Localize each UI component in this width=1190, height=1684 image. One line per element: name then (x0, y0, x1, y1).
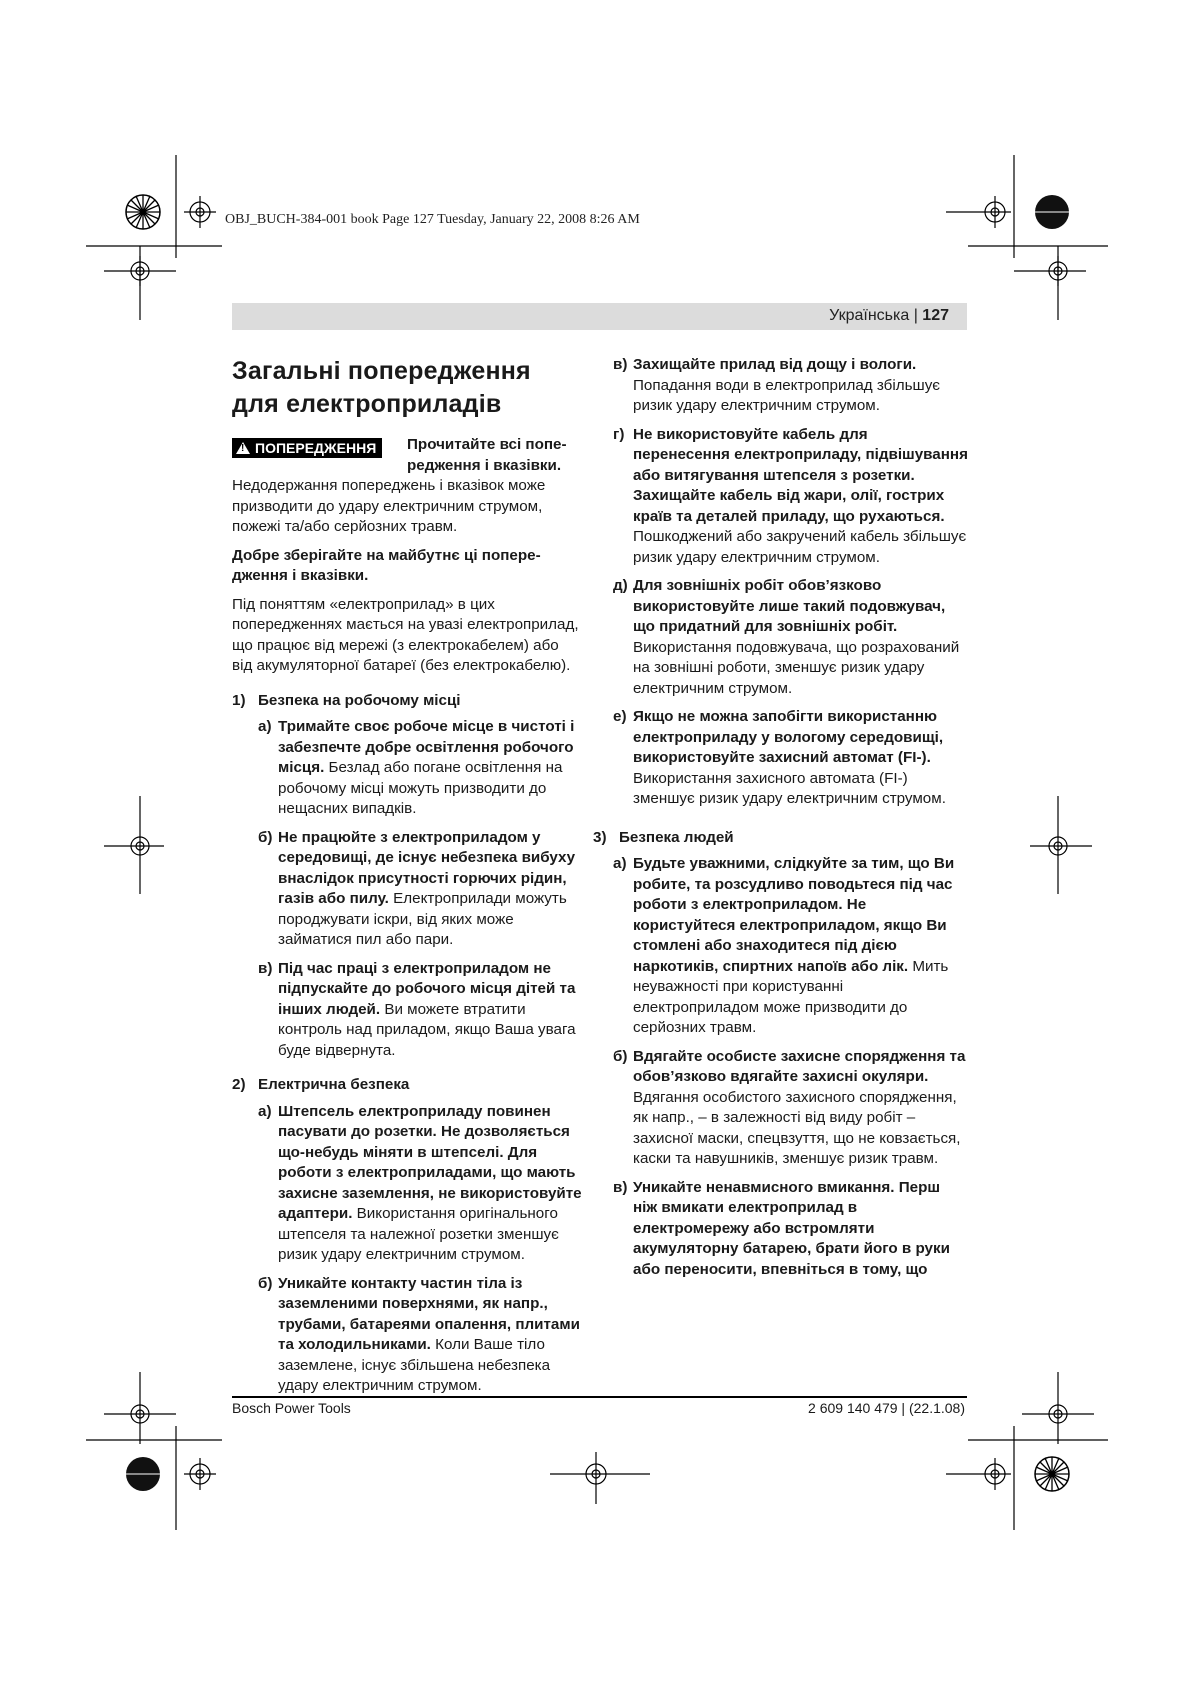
item-bold: Будьте уважними, слідкуйте за тим, що Ви робите, та розсудливо поводьтеся під час роботи з електроприладом. Не користуйтеся електроприладом, якщо Ви стомлені або знаходитеся під дією наркотиків, спиртних напоїв або лік. (633, 855, 955, 975)
section-number: 3) (593, 828, 607, 846)
item-label: е) (613, 708, 627, 725)
list-item (232, 828, 582, 951)
page-header (829, 307, 949, 325)
definition-text: Під поняттям «електроприлад» в цих попередженнях мається на увазі електроприлад, що працює від мережі (з електрокабелем) або від акумуляторної батареї (без електрокабелю). (232, 595, 579, 674)
list-item (613, 355, 968, 417)
list-item (613, 1047, 968, 1170)
warning-triangle-icon: ! (236, 442, 250, 454)
item-text: Використання захисного автомата (FI-) зменшує ризик удару електричним струмом. (633, 769, 946, 807)
item-text: Використання подовжувача, що розрахований на зовнішні роботи, зменшує ризик удару електричним струмом. (633, 638, 960, 697)
footer-brand: Bosch Power Tools (232, 1400, 351, 1416)
list-item (232, 717, 582, 820)
item-text: Попадання води в електроприлад збільшує ризик удару електричним струмом. (633, 376, 941, 414)
item-label: д) (613, 577, 628, 594)
item-text: Ви можете втратити контроль над приладом, якщо Ваша увага буде відвернута. (278, 1000, 576, 1059)
list-item (613, 707, 968, 810)
item-label: в) (258, 959, 273, 977)
section-title (593, 828, 968, 849)
item-label: б) (258, 828, 273, 846)
keep-note: Добре зберігайте на майбутнє ці попере-дження і вказівки. (232, 546, 541, 584)
section-title-text: Безпека на робочому місці (258, 691, 461, 709)
item-label: б) (613, 1047, 628, 1065)
item-label: а) (258, 718, 272, 735)
warning-badge (232, 438, 382, 458)
item-label: б) (258, 1274, 273, 1292)
list-item (232, 959, 582, 1062)
footer-rule (232, 1396, 967, 1398)
list-item (232, 1274, 582, 1397)
item-label: а) (258, 1102, 272, 1120)
left-column (232, 355, 582, 1405)
item-bold: Якщо не можна запобігти використанню електроприладу у вологому середовищі, використовуйте захисний автомат (FI-). (633, 708, 944, 766)
section-3 (593, 828, 968, 1281)
section-title (232, 691, 582, 712)
warning-badge-label: ПОПЕРЕДЖЕННЯ (255, 440, 377, 456)
item-bold: Не працюйте з електроприладом у середовищі, де існує небезпека вибуху внаслідок присутності горючих рідин, газів або пилу. (278, 828, 576, 907)
item-label: в) (613, 356, 628, 373)
section-1 (232, 691, 582, 1062)
warning-text: Недодержання попереджень і вказівок може призводити до удару електричним струмом, пожежі та/або серйозних травм. (232, 477, 546, 535)
item-bold: Штепсель електроприладу повинен пасувати до розетки. Не дозволяється що-небудь міняти в штепселі. Для роботи з електроприладами, що мають захисне заземлення, не використовуйте адаптери. (278, 1102, 582, 1222)
section-title-text: Безпека людей (619, 828, 734, 846)
list-item (232, 1102, 582, 1266)
item-bold: Тримайте своє робоче місце в чистоті і забезпечте добре освітлення робочого місця. (278, 718, 575, 776)
item-bold: Під час праці з електроприладом не підпускайте до робочого місця дітей та інших людей. (278, 959, 576, 1018)
warning-bold-text: Прочитайте всі попе-редження і вказівки. (407, 436, 567, 474)
item-text: Коли Ваше тіло заземлене, існує збільшена небезпека удару електричним струмом. (278, 1336, 551, 1394)
item-text: Безлад або погане освітлення на робочому місці можуть призводити до нещасних випадків. (278, 759, 563, 817)
item-label: в) (613, 1178, 628, 1196)
item-text: Електроприлади можуть породжувати іскри, від яких може займатися пил або пари. (278, 890, 567, 948)
item-bold: Захищайте прилад від дощу і вологи. (633, 356, 917, 373)
item-label: г) (613, 425, 625, 443)
list-item (613, 854, 968, 1039)
section-2 (232, 1075, 582, 1397)
section-number: 1) (232, 691, 246, 709)
item-bold: Для зовнішніх робіт обов’язково використовуйте лише такий подовжувач, що придатний для зовнішніх робіт. (633, 577, 946, 635)
item-bold: Не використовуйте кабель для перенесення електроприладу, підвішування або витягування штепселя з розетки. Захищайте кабель від жари, олії, гострих країв та деталей приладу, що рухаються. (633, 425, 968, 525)
item-bold: Вдягайте особисте захисне спорядження та обов’язково вдягайте захисні окуляри. (633, 1047, 966, 1085)
section-title (232, 1075, 582, 1096)
item-text: Мить неуважності при користуванні електроприладом може призводити до серйозних травм. (633, 957, 949, 1036)
list-item (613, 1178, 968, 1281)
item-text: Пошкоджений або закручений кабель збільшує ризик удару електричним струмом. (633, 528, 967, 566)
item-bold: Уникайте контакту частин тіла із заземленими поверхнями, як напр., трубами, батареями опалення, плитами та холодильниками. (278, 1274, 580, 1353)
item-text: Використання оригінального штепселя та належної розетки зменшує ризик удару електричним струмом. (278, 1205, 559, 1263)
right-column (593, 355, 968, 1288)
item-text: Вдягання особистого захисного спорядження, як напр., – в залежності від виду робіт – захисної маски, спецвзуття, що не ковзається, каски та навушників, зменшує ризик травм. (633, 1088, 961, 1167)
list-item (613, 425, 968, 569)
print-info-line: OBJ_BUCH-384-001 book Page 127 Tuesday, January 22, 2008 8:26 AM (225, 212, 640, 227)
item-label: а) (613, 855, 627, 872)
section-number: 2) (232, 1076, 246, 1093)
page-header-bar (232, 303, 967, 330)
page-number: 127 (922, 307, 949, 324)
header-language: Українська (829, 307, 910, 324)
list-item (613, 576, 968, 699)
header-separator: | (909, 307, 923, 324)
warning-block (232, 435, 582, 476)
item-bold: Уникайте ненавмисного вмикання. Перш ніж вмикати електроприлад в електромережу або встромляти акумуляторну батарею, брати його в руки або переносити, впевніться в тому, що (633, 1178, 950, 1278)
page-title: Загальні попередження для електроприладів (232, 357, 531, 418)
footer-doc-number: 2 609 140 479 | (22.1.08) (808, 1400, 965, 1416)
section-title-text: Електрична безпека (258, 1076, 410, 1093)
